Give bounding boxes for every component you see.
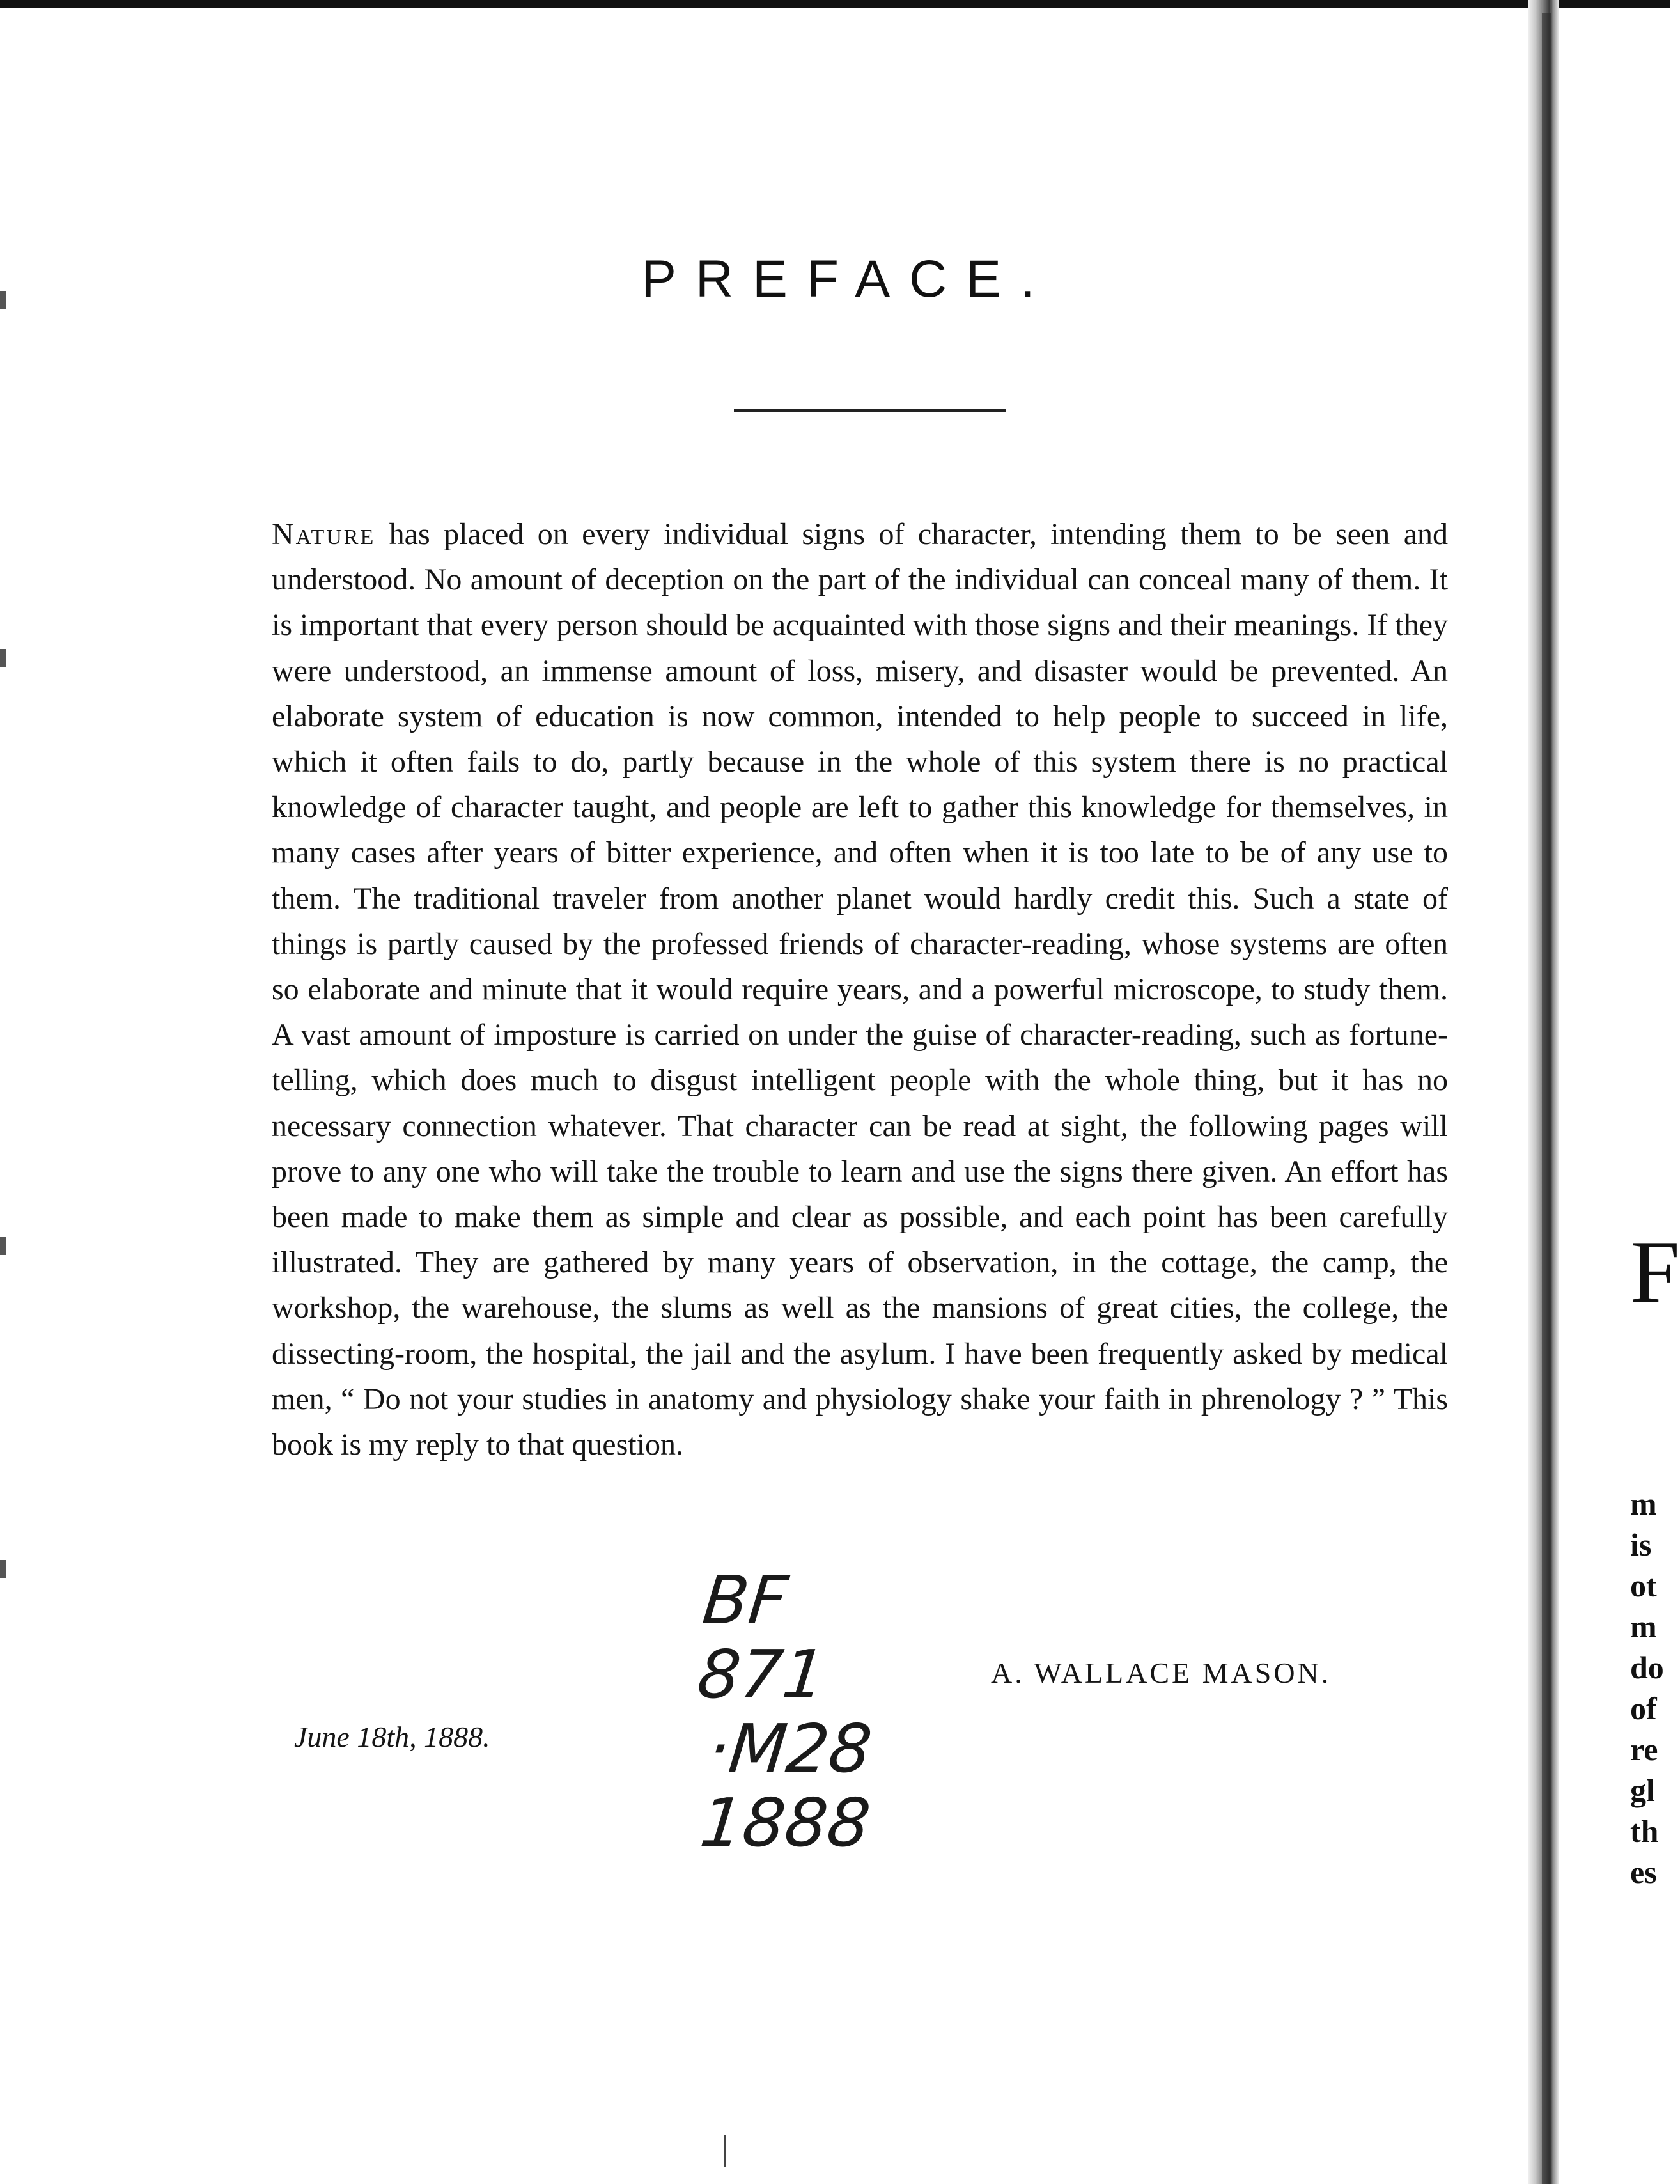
facing-page-fragment: do [1630,1650,1664,1685]
facing-page-fragment: es [1630,1854,1657,1890]
facing-page-fragments [1630,1483,1670,1892]
gutter-shadow [1542,13,1551,2184]
call-number-class: BF [699,1561,791,1639]
author-signature: A. WALLACE MASON. [991,1657,1332,1689]
scan-margin-mark [0,649,6,667]
scan-margin-mark [0,1560,6,1578]
preface-paragraph [272,511,1448,1467]
scan-bottom-mark [724,2135,726,2167]
call-number-subclass: 871 [694,1635,829,1713]
handwritten-call-number [694,1561,876,1862]
call-number-year: 1888 [696,1784,875,1862]
paragraph-text: has placed on every individual signs of character, intending them to be seen and understood. No amount of deception on the part of the individual can conceal many of them. It is important that every person should be acquainted with those signs and their meanings. If they were understood, an immense amount of loss, misery, and disaster would be prevented. An elaborate system of education is now common, intended to help people to succeed in life, which it often fails to do, partly because in the whole of this system there is no practical knowledge of character taught, and people are left to gather this knowledge for themselves, in many cases after years of bitter experience, and often when it is too late to be of any use to them. The traditional traveler from another planet would hardly credit this. Such a state of things is partly caused by the professed friends of character-reading, whose systems are often so elaborate and minute that it would require years, and a powerful microscope, to study them. A vast amount of imposture is carried on under the guise of character-reading, such as fortune-telling, which does much to disgust intelligent people with the whole thing, but it has no necessary connection whatever. That character can be read at sight, the following pages will prove to any one who will take the trouble to learn and use the signs there given. An effort has been made to make them as simple and clear as possible, and each point has been carefully illustrated. They are gathered by many years of observation, in the cottage, the camp, the workshop, the warehouse, the slums as well as the mansions of great cities, the college, the dissecting-room, the hospital, the jail and the asylum. I have been frequently asked by medical men, “ Do not your studies in anatomy and physiology shake your faith in phrenology ? ” This book is my reply to that question. [272,517,1448,1462]
facing-page-fragment: gl [1630,1772,1655,1808]
title-rule [734,409,1006,412]
preface-date: June 18th, 1888. [294,1720,490,1753]
facing-page-fragment: m [1630,1486,1657,1522]
scan-top-edge [0,0,1670,8]
facing-page-fragment: is [1630,1527,1652,1563]
lead-word: Nature [272,517,376,551]
scan-margin-mark [0,1237,6,1255]
facing-page-fragment: re [1630,1731,1658,1767]
facing-page-fragment: of [1630,1690,1657,1726]
call-number-cutter: ·M28 [704,1710,876,1788]
facing-page-fragment: m [1630,1609,1657,1644]
page-title: PREFACE. [641,250,1054,308]
facing-page-fragment: ot [1630,1568,1657,1603]
facing-page-large-letter: F [1630,1222,1680,1322]
facing-page-fragment: th [1630,1813,1659,1849]
